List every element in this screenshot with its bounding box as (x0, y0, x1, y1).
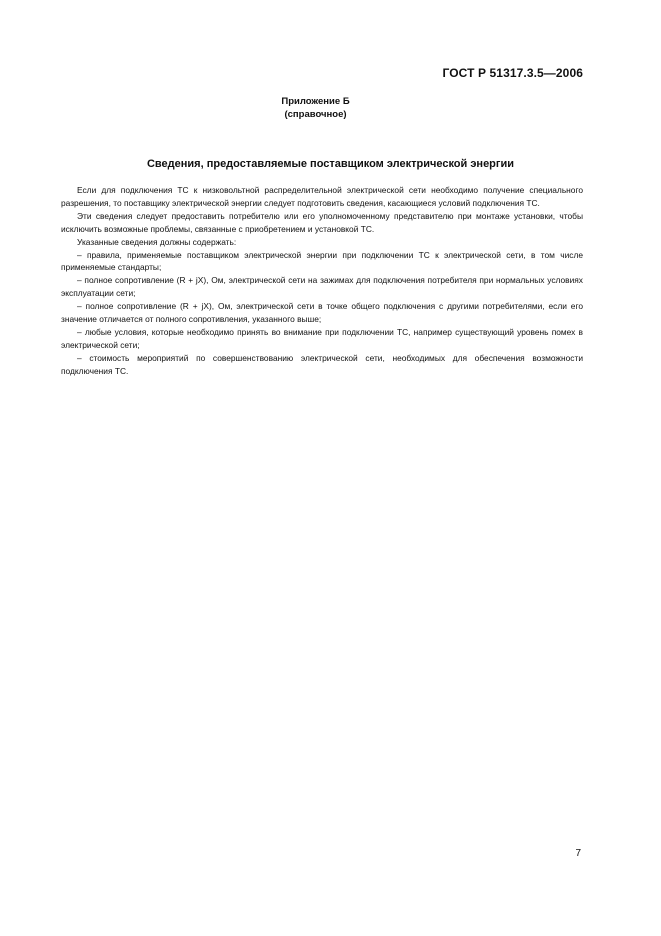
body-text (61, 184, 583, 378)
document-id: ГОСТ Р 51317.3.5—2006 (442, 66, 583, 80)
list-item: – стоимость мероприятий по совершенствованию электрической сети, необходимых для обеспечения возможности подключения ТС. (61, 352, 583, 376)
list-item: – полное сопротивление (R + jX), Ом, электрической сети в точке общего подключения с другими потребителями, если его значение отличается от полного сопротивления, указанного выше; (61, 301, 583, 325)
list-item: – любые условия, которые необходимо принять во внимание при подключении ТС, например существующий уровень помех в электрической сети; (61, 326, 583, 350)
appendix-type: (справочное) (284, 109, 347, 120)
paragraph: Указанные сведения должны содержать: (77, 236, 237, 247)
paragraph: Эти сведения следует предоставить потребителю или его уполномоченному представителю при монтаже установки, чтобы исключить возможные проблемы, связанные с приобретением и установкой ТС. (61, 210, 583, 234)
section-title: Сведения, предоставляемые поставщиком электрической энергии (146, 158, 515, 170)
appendix-label: Приложение Б (281, 96, 350, 107)
page-number: 7 (575, 848, 581, 859)
list-item: – правила, применяемые поставщиком электрической энергии при подключении ТС к электрической сети, в том числе применяемые стандарты; (61, 249, 583, 273)
appendix-heading (0, 95, 631, 121)
list-item: – полное сопротивление (R + jX), Ом, электрической сети на зажимах для подключения потребителя при нормальных условиях эксплуатации сети; (61, 275, 583, 299)
paragraph: Если для подключения ТС к низковольтной распределительной электрической сети необходимо получение специального разрешения, то поставщику электрической энергии следует подготовить сведения, касающиеся условий подключения ТС. (61, 185, 583, 208)
